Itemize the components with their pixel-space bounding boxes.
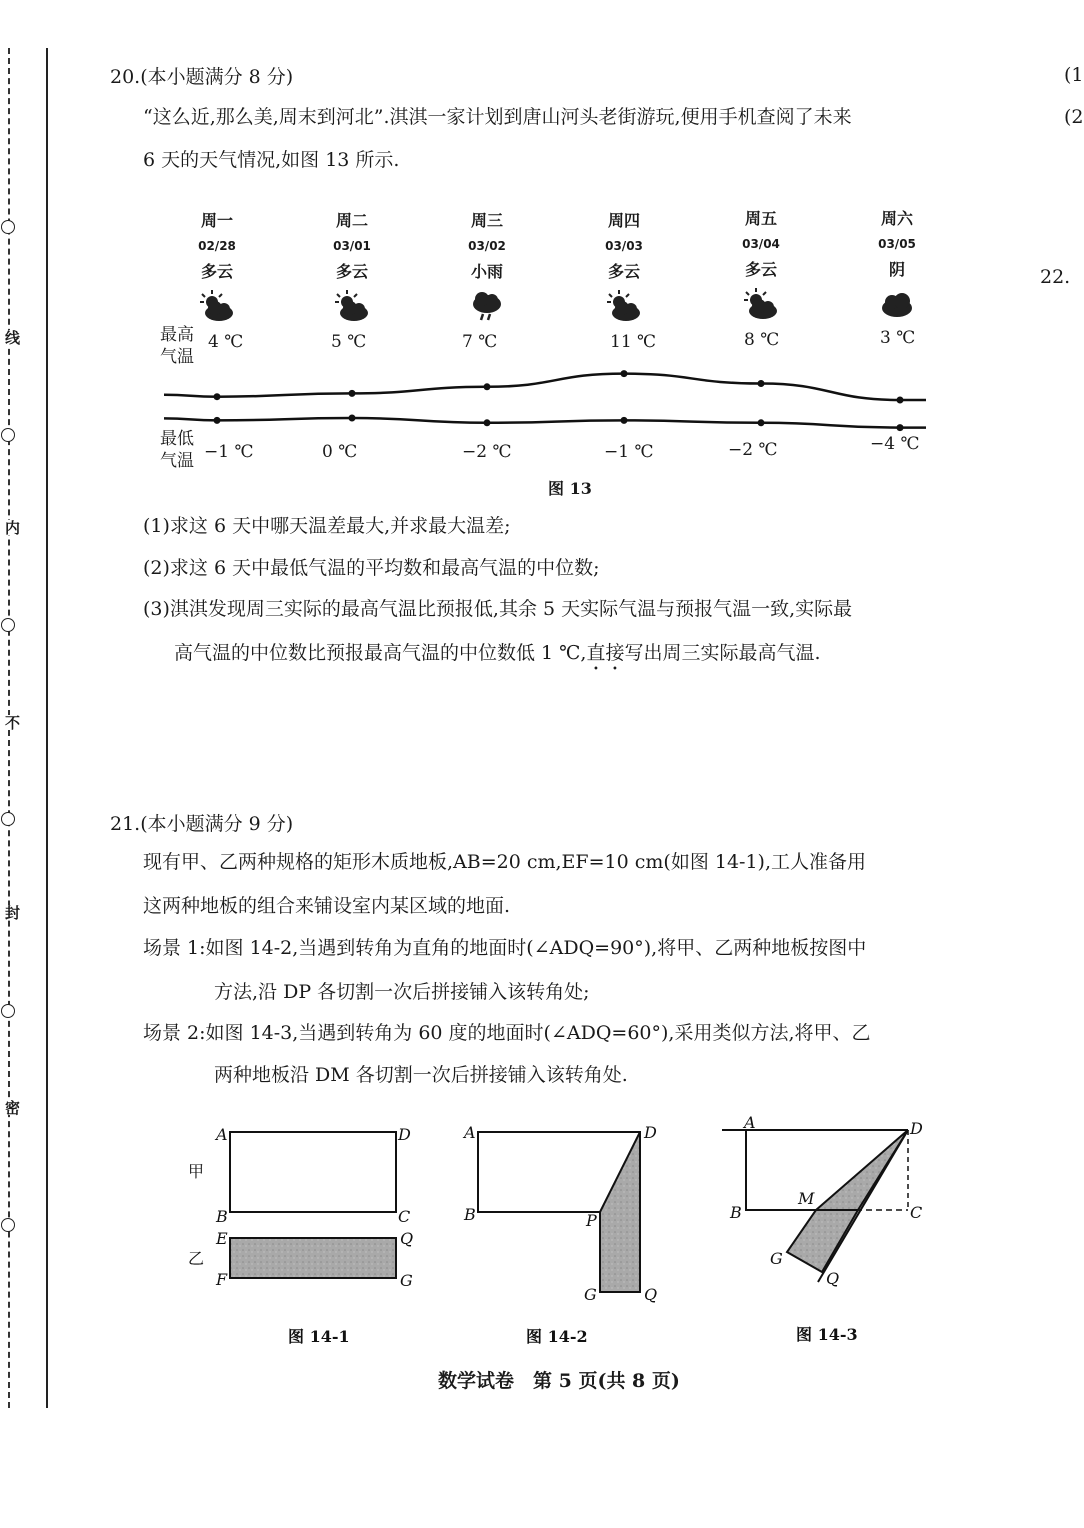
point-label: D xyxy=(644,1123,657,1142)
low-temp-line-point xyxy=(621,417,628,424)
high-temp-line xyxy=(164,374,926,400)
high-temp-line-point xyxy=(758,380,765,387)
label-yi: 乙 xyxy=(188,1249,205,1268)
low-temp-line-point xyxy=(484,419,491,426)
low-temp: −2 ℃ xyxy=(728,440,778,460)
high-temp-line-point xyxy=(897,397,904,404)
temperature-lines xyxy=(150,200,940,500)
point-label: Q xyxy=(644,1285,658,1304)
binding-char: 密 xyxy=(3,1100,21,1115)
low-temp-line-point xyxy=(897,424,904,431)
point-label: C xyxy=(910,1203,923,1222)
next-page-fragment: (1 xyxy=(1064,64,1084,86)
high-temp: 7 ℃ xyxy=(462,332,498,352)
low-temp: −1 ℃ xyxy=(204,442,254,462)
board-yi-piece xyxy=(787,1210,858,1272)
binding-char: 线 xyxy=(3,330,21,345)
low-temp-line-point xyxy=(349,415,356,422)
high-temp: 11 ℃ xyxy=(610,332,657,352)
q21-s1-line1: 场景 1:如图 14-2,当遇到转角为直角的地面时(∠ADQ=90°),将甲、乙两种地板按图中 xyxy=(143,937,867,959)
low-temp: −4 ℃ xyxy=(870,434,920,454)
day-weather: 多云 xyxy=(200,262,233,281)
low-temp-line xyxy=(164,418,926,428)
binding-char: 不 xyxy=(3,715,21,730)
high-temp: 8 ℃ xyxy=(744,330,780,350)
triangle-DMC-piece xyxy=(816,1130,908,1210)
high-temp-line-point xyxy=(214,393,221,400)
figure-caption: 图 14-3 xyxy=(796,1325,858,1344)
point-label: A xyxy=(744,1113,756,1132)
binding-hole xyxy=(1,618,15,632)
low-temp: −1 ℃ xyxy=(604,442,654,462)
low-temp: −2 ℃ xyxy=(462,442,512,462)
day-name: 周三 xyxy=(470,211,503,230)
board-yi xyxy=(230,1238,396,1278)
label-high-text: 最高 气温 xyxy=(160,325,194,367)
point-label: A xyxy=(464,1123,476,1142)
point-label: G xyxy=(584,1285,597,1304)
point-label: G xyxy=(770,1249,783,1268)
day-name: 周五 xyxy=(744,209,777,228)
q21-header: 21.(本小题满分 9 分) xyxy=(110,813,294,835)
text: 高气温的中位数比预报最高气温的中位数低 1 ℃, xyxy=(174,642,587,664)
q20-sub2: (2)求这 6 天中最低气温的平均数和最高气温的中位数; xyxy=(143,557,600,579)
day-date: 03/04 xyxy=(742,237,780,251)
day-name: 周二 xyxy=(335,211,368,230)
day-date: 03/01 xyxy=(333,239,371,253)
q20-sub1: (1)求这 6 天中哪天温差最大,并求最大温差; xyxy=(143,515,511,537)
point-label: E xyxy=(216,1229,228,1248)
emphasis-text: 直接 xyxy=(586,642,625,664)
point-label: B xyxy=(216,1207,228,1226)
high-temp-line-point xyxy=(349,390,356,397)
q20-intro-line1: “这么近,那么美,周末到河北”.淇淇一家计划到唐山河头老街游玩,便用手机查阅了未来 xyxy=(143,106,852,128)
binding-hole xyxy=(1,1004,15,1018)
high-temp: 5 ℃ xyxy=(331,332,367,352)
weather-figure xyxy=(150,200,940,500)
point-label: P xyxy=(586,1211,597,1230)
point-label: G xyxy=(400,1271,413,1290)
binding-hole xyxy=(1,812,15,826)
day-date: 02/28 xyxy=(198,239,236,253)
binding-hole xyxy=(1,428,15,442)
binding-hole xyxy=(1,220,15,234)
high-temp-line-point xyxy=(484,383,491,390)
text: 写出周三实际最高气温. xyxy=(624,642,821,664)
low-temp: 0 ℃ xyxy=(322,442,358,462)
point-label: Q xyxy=(826,1269,840,1288)
label-low-text: 最低 气温 xyxy=(160,429,194,471)
day-date: 03/02 xyxy=(468,239,506,253)
q20-intro-line2: 6 天的天气情况,如图 13 所示. xyxy=(143,149,400,171)
figure-caption: 图 13 xyxy=(548,479,592,498)
point-label: B xyxy=(464,1205,476,1224)
next-page-fragment: (2 xyxy=(1064,106,1084,128)
day-weather: 多云 xyxy=(607,262,640,281)
q21-s2-line1: 场景 2:如图 14-3,当遇到转角为 60 度的地面时(∠ADQ=60°),采用类似方法,将甲、乙 xyxy=(143,1022,871,1044)
low-temp-line-point xyxy=(214,417,221,424)
q21-p1-line2: 这两种地板的组合来铺设室内某区域的地面. xyxy=(143,895,511,917)
point-label: A xyxy=(216,1125,228,1144)
point-label: F xyxy=(216,1270,228,1289)
day-weather: 阴 xyxy=(888,260,905,279)
day-name: 周六 xyxy=(880,209,913,228)
point-label: C xyxy=(398,1207,411,1226)
binding-char: 内 xyxy=(3,520,21,535)
q21-s2-line2: 两种地板沿 DM 各切割一次后拼接铺入该转角处. xyxy=(214,1064,628,1086)
point-label: Q xyxy=(400,1229,414,1248)
day-name: 周一 xyxy=(200,211,233,230)
q21-p1-line1: 现有甲、乙两种规格的矩形木质地板,AB=20 cm,EF=10 cm(如图 14-1),工人准备用 xyxy=(143,851,866,873)
high-temp-line-point xyxy=(621,370,628,377)
label-jia: 甲 xyxy=(188,1162,205,1181)
high-temp: 4 ℃ xyxy=(208,332,244,352)
day-weather: 小雨 xyxy=(470,262,503,281)
binding-char: 封 xyxy=(3,905,21,920)
day-weather: 多云 xyxy=(335,262,368,281)
page-footer: 数学试卷 第 5 页(共 8 页) xyxy=(438,1370,680,1392)
day-date: 03/05 xyxy=(878,237,916,251)
day-date: 03/03 xyxy=(605,239,643,253)
figure-caption: 图 14-2 xyxy=(526,1327,588,1346)
day-weather: 多云 xyxy=(744,260,777,279)
low-temp-line-point xyxy=(758,419,765,426)
q20-header: 20.(本小题满分 8 分) xyxy=(110,66,294,88)
point-label: D xyxy=(910,1119,923,1138)
q20-sub3-line1: (3)淇淇发现周三实际的最高气温比预报低,其余 5 天实际气温与预报气温一致,实际最 xyxy=(143,598,853,620)
q21-s1-line2: 方法,沿 DP 各切割一次后拼接铺入该转角处; xyxy=(214,981,590,1003)
binding-hole xyxy=(1,1218,15,1232)
point-label: D xyxy=(398,1125,411,1144)
board-jia xyxy=(230,1132,396,1212)
next-page-fragment: 22. xyxy=(1040,266,1071,288)
day-name: 周四 xyxy=(607,211,640,230)
high-temp: 3 ℃ xyxy=(880,328,916,348)
figure-14 xyxy=(170,1110,970,1360)
margin-line xyxy=(46,48,48,1408)
point-label: B xyxy=(730,1203,742,1222)
point-label: M xyxy=(798,1189,815,1208)
q20-sub3-line2 xyxy=(174,642,821,675)
figure-caption: 图 14-1 xyxy=(288,1327,350,1346)
